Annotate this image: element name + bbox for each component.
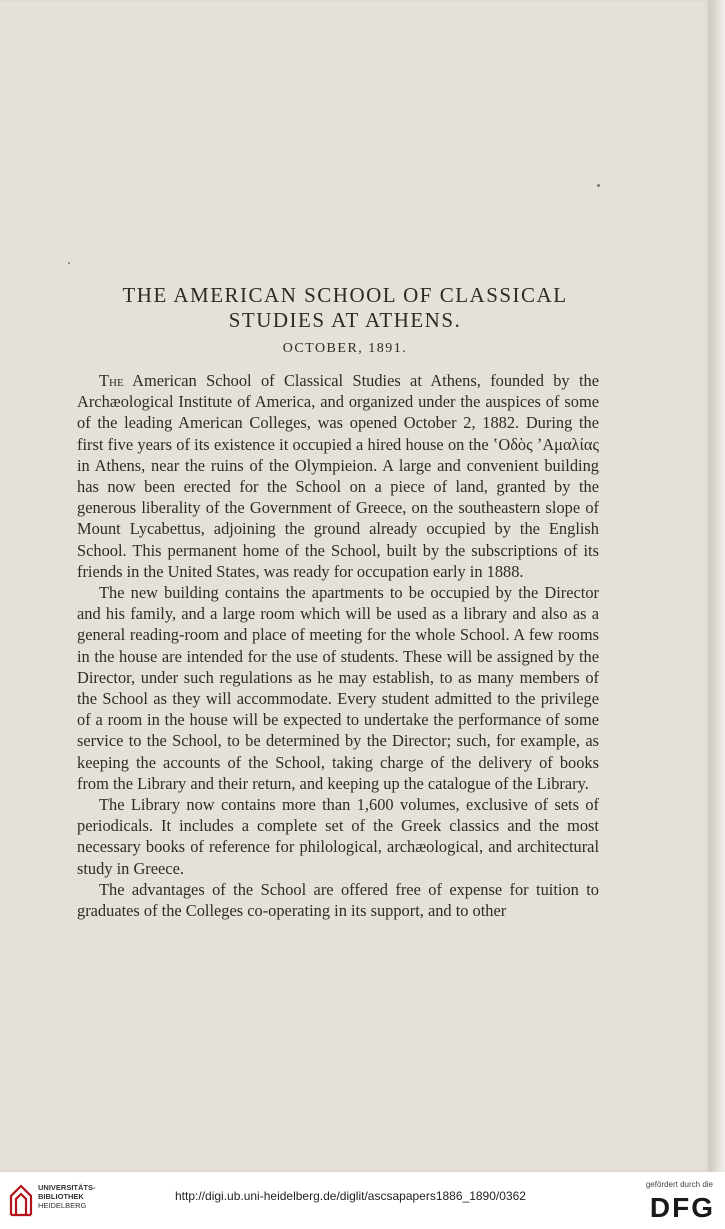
paragraph: The advantages of the School are offered free of expense for tuition to graduates of the Colleges co-operating in its support, and to other: [77, 879, 599, 921]
university-library-logo-icon: [8, 1182, 34, 1218]
page-edge: [709, 0, 725, 1172]
document-title-line-1: THE AMERICAN SCHOOL OF CLASSICAL: [122, 283, 568, 307]
paragraph-lead: The: [99, 371, 124, 390]
document-date: OCTOBER, 1891.: [282, 341, 408, 356]
library-name: UNIVERSITÄTS- BIBLIOTHEK HEIDELBERG: [38, 1183, 96, 1210]
paragraph: The new building contains the apartments to be occupied by the Director and his family, and a large room which will be used as a library and also as a general reading-room and place of meeting for the whole School. A few rooms in the house are intended for the use of students. These will be assigned by the Director, under such regulations as he may establish, to as many members of the School as they will accommodate. Every student admitted to the privilege of a room in the house will be expected to undertake the performance of some service to the School, to be determined by the Director; such, for example, as keeping the accounts of the School, taking charge of the delivery of books from the Library and their return, and keeping up the catalogue of the Library.: [77, 583, 599, 793]
dfg-logo-icon: DFG: [649, 1192, 715, 1223]
document-title-line-2: STUDIES AT ATHENS.: [228, 308, 462, 332]
document-body: [77, 370, 599, 921]
paragraph: [77, 370, 599, 582]
permalink-url[interactable]: http://digi.ub.uni-heidelberg.de/diglit/ascsapapers1886_1890/0362: [175, 1189, 526, 1203]
paragraph: The Library now contains more than 1,600 volumes, exclusive of sets of periodicals. It includes a complete set of the Greek classics and the most necessary books of reference for philological, archæological, and architectural study in Greece.: [77, 795, 599, 878]
page-speck: [597, 184, 600, 187]
footer-bar: [0, 1172, 725, 1229]
page-speck: [68, 262, 70, 264]
sponsor-note: gefördert durch die: [645, 1180, 713, 1189]
paragraph-text: American School of Classical Studies at Athens, founded by the Archæological Institute of America, and organized under the auspices of some of the leading American Colleges, was opened October 2, 1882. During the first five years of its existence it occupied a hired house on the ʽΟδὸς ʼΑμαλίας in Athens, near the ruins of the Olympieion. A large and convenient building has now been erected for the School on a piece of land, granted by the generous liberality of the Government of Greece, on the southeastern slope of Mount Lycabettus, adjoining the ground already occupied by the English School. This permanent home of the School, built by the subscriptions of its friends in the United States, was ready for occupation early in 1888.: [77, 371, 599, 581]
